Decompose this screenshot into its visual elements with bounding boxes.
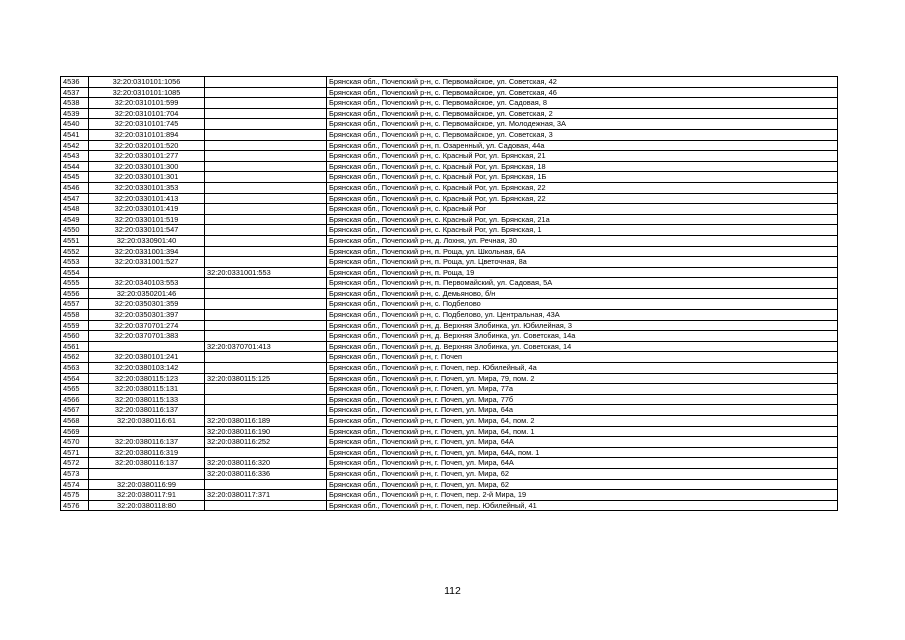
table-row: [61, 416, 838, 427]
address-cell: Брянская обл., Почепский р-н, с. Демьяново, б/н: [327, 288, 838, 299]
cadastral-number-cell: 32:20:0350301:359: [89, 299, 205, 310]
address-cell: Брянская обл., Почепский р-н, д. Верхняя Злобинка, ул. Юбилейная, 3: [327, 320, 838, 331]
table-row: [61, 341, 838, 352]
address-cell: Брянская обл., Почепский р-н, п. Роща, 19: [327, 267, 838, 278]
table-row: [61, 98, 838, 109]
row-number-cell: 4566: [61, 394, 89, 405]
cadastral-number-cell: 32:20:0330101:413: [89, 193, 205, 204]
cadastral-number-cell: 32:20:0320101:520: [89, 140, 205, 151]
cadastral-number-cell: 32:20:0330101:547: [89, 225, 205, 236]
row-number-cell: 4574: [61, 479, 89, 490]
address-cell: Брянская обл., Почепский р-н, г. Почеп, пер. 2-й Мира, 19: [327, 490, 838, 501]
table-row: [61, 246, 838, 257]
row-number-cell: 4536: [61, 77, 89, 88]
table-row: [61, 129, 838, 140]
table-row: [61, 426, 838, 437]
address-cell: Брянская обл., Почепский р-н, с. Подбелово, ул. Центральная, 43А: [327, 310, 838, 321]
row-number-cell: 4546: [61, 182, 89, 193]
cadastral-number-cell: 32:20:0350201:46: [89, 288, 205, 299]
address-cell: Брянская обл., Почепский р-н, с. Красный Рог, ул. Брянская, 1: [327, 225, 838, 236]
linked-cadastral-number-cell: 32:20:0380115:125: [205, 373, 327, 384]
table-row: [61, 405, 838, 416]
row-number-cell: 4575: [61, 490, 89, 501]
cadastral-number-cell: 32:20:0380116:99: [89, 479, 205, 490]
cadastral-number-cell: 32:20:0380116:137: [89, 458, 205, 469]
linked-cadastral-number-cell: [205, 172, 327, 183]
cadastral-number-cell: 32:20:0310101:704: [89, 108, 205, 119]
cadastral-number-cell: 32:20:0330101:519: [89, 214, 205, 225]
address-cell: Брянская обл., Почепский р-н, с. Красный Рог: [327, 204, 838, 215]
cadastral-number-cell: 32:20:0330101:419: [89, 204, 205, 215]
linked-cadastral-number-cell: 32:20:0380116:189: [205, 416, 327, 427]
row-number-cell: 4557: [61, 299, 89, 310]
address-cell: Брянская обл., Почепский р-н, г. Почеп, ул. Мира, 77б: [327, 394, 838, 405]
cadastral-number-cell: 32:20:0330101:353: [89, 182, 205, 193]
address-cell: Брянская обл., Почепский р-н, с. Первомайское, ул. Садовая, 8: [327, 98, 838, 109]
table-row: [61, 394, 838, 405]
cadastral-number-cell: 32:20:0380116:61: [89, 416, 205, 427]
address-cell: Брянская обл., Почепский р-н, г. Почеп, ул. Мира, 64, пом. 2: [327, 416, 838, 427]
table-row: [61, 182, 838, 193]
cadastral-number-cell: 32:20:0380117:91: [89, 490, 205, 501]
linked-cadastral-number-cell: [205, 394, 327, 405]
table-row: [61, 373, 838, 384]
linked-cadastral-number-cell: [205, 257, 327, 268]
row-number-cell: 4551: [61, 235, 89, 246]
address-cell: Брянская обл., Почепский р-н, с. Красный Рог, ул. Брянская, 21а: [327, 214, 838, 225]
linked-cadastral-number-cell: [205, 140, 327, 151]
table-row: [61, 500, 838, 511]
table-row: [61, 479, 838, 490]
row-number-cell: 4552: [61, 246, 89, 257]
table-row: [61, 278, 838, 289]
row-number-cell: 4576: [61, 500, 89, 511]
address-cell: Брянская обл., Почепский р-н, г. Почеп: [327, 352, 838, 363]
linked-cadastral-number-cell: [205, 225, 327, 236]
row-number-cell: 4539: [61, 108, 89, 119]
cadastral-number-cell: 32:20:0331001:527: [89, 257, 205, 268]
row-number-cell: 4538: [61, 98, 89, 109]
linked-cadastral-number-cell: [205, 479, 327, 490]
table-row: [61, 257, 838, 268]
linked-cadastral-number-cell: [205, 77, 327, 88]
linked-cadastral-number-cell: 32:20:0370701:413: [205, 341, 327, 352]
table-row: [61, 447, 838, 458]
cadastral-number-cell: 32:20:0330101:277: [89, 151, 205, 162]
address-cell: Брянская обл., Почепский р-н, с. Первомайское, ул. Советская, 42: [327, 77, 838, 88]
address-cell: Брянская обл., Почепский р-н, с. Первомайское, ул. Советская, 2: [327, 108, 838, 119]
linked-cadastral-number-cell: 32:20:0380117:371: [205, 490, 327, 501]
row-number-cell: 4544: [61, 161, 89, 172]
linked-cadastral-number-cell: [205, 447, 327, 458]
linked-cadastral-number-cell: [205, 331, 327, 342]
linked-cadastral-number-cell: 32:20:0380116:320: [205, 458, 327, 469]
linked-cadastral-number-cell: [205, 151, 327, 162]
row-number-cell: 4543: [61, 151, 89, 162]
table-row: [61, 437, 838, 448]
table-row: [61, 235, 838, 246]
row-number-cell: 4558: [61, 310, 89, 321]
row-number-cell: 4564: [61, 373, 89, 384]
address-cell: Брянская обл., Почепский р-н, г. Почеп, ул. Мира, 77а: [327, 384, 838, 395]
linked-cadastral-number-cell: [205, 405, 327, 416]
table-row: [61, 363, 838, 374]
row-number-cell: 4565: [61, 384, 89, 395]
address-cell: Брянская обл., Почепский р-н, г. Почеп, пер. Юбилейный, 4а: [327, 363, 838, 374]
row-number-cell: 4562: [61, 352, 89, 363]
row-number-cell: 4555: [61, 278, 89, 289]
table-row: [61, 490, 838, 501]
row-number-cell: 4559: [61, 320, 89, 331]
table-row: [61, 288, 838, 299]
cadastral-number-cell: [89, 267, 205, 278]
address-cell: Брянская обл., Почепский р-н, г. Почеп, ул. Мира, 79, пом. 2: [327, 373, 838, 384]
cadastral-number-cell: 32:20:0330101:300: [89, 161, 205, 172]
address-cell: Брянская обл., Почепский р-н, г. Почеп, ул. Мира, 64, пом. 1: [327, 426, 838, 437]
row-number-cell: 4571: [61, 447, 89, 458]
address-cell: Брянская обл., Почепский р-н, с. Первомайское, ул. Молодежная, 3А: [327, 119, 838, 130]
row-number-cell: 4569: [61, 426, 89, 437]
cadastral-number-cell: 32:20:0330901:40: [89, 235, 205, 246]
address-cell: Брянская обл., Почепский р-н, г. Почеп, ул. Мира, 64А: [327, 437, 838, 448]
address-cell: Брянская обл., Почепский р-н, с. Красный Рог, ул. Брянская, 22: [327, 193, 838, 204]
cadastral-number-cell: [89, 426, 205, 437]
linked-cadastral-number-cell: [205, 193, 327, 204]
table-row: [61, 267, 838, 278]
cadastral-number-cell: 32:20:0380101:241: [89, 352, 205, 363]
row-number-cell: 4550: [61, 225, 89, 236]
address-cell: Брянская обл., Почепский р-н, д. Верхняя Злобинка, ул. Советская, 14: [327, 341, 838, 352]
cadastral-number-cell: 32:20:0380103:142: [89, 363, 205, 374]
table-row: [61, 458, 838, 469]
linked-cadastral-number-cell: 32:20:0380116:190: [205, 426, 327, 437]
cadastral-number-cell: 32:20:0331001:394: [89, 246, 205, 257]
table-row: [61, 310, 838, 321]
table-row: [61, 214, 838, 225]
linked-cadastral-number-cell: [205, 108, 327, 119]
linked-cadastral-number-cell: [205, 204, 327, 215]
table-row: [61, 108, 838, 119]
address-cell: Брянская обл., Почепский р-н, д. Верхняя Злобинка, ул. Советская, 14а: [327, 331, 838, 342]
linked-cadastral-number-cell: [205, 246, 327, 257]
table-row: [61, 384, 838, 395]
table-row: [61, 468, 838, 479]
row-number-cell: 4563: [61, 363, 89, 374]
table-row: [61, 119, 838, 130]
address-cell: Брянская обл., Почепский р-н, г. Почеп, ул. Мира, 64А, пом. 1: [327, 447, 838, 458]
address-cell: Брянская обл., Почепский р-н, п. Роща, ул. Школьная, 6А: [327, 246, 838, 257]
cadastral-number-cell: 32:20:0380118:80: [89, 500, 205, 511]
row-number-cell: 4570: [61, 437, 89, 448]
row-number-cell: 4540: [61, 119, 89, 130]
registry-table: [60, 76, 838, 511]
linked-cadastral-number-cell: 32:20:0331001:553: [205, 267, 327, 278]
row-number-cell: 4567: [61, 405, 89, 416]
cadastral-number-cell: 32:20:0380116:137: [89, 405, 205, 416]
linked-cadastral-number-cell: [205, 500, 327, 511]
row-number-cell: 4560: [61, 331, 89, 342]
cadastral-number-cell: [89, 341, 205, 352]
linked-cadastral-number-cell: 32:20:0380116:336: [205, 468, 327, 479]
address-cell: Брянская обл., Почепский р-н, г. Почеп, ул. Мира, 62: [327, 468, 838, 479]
cadastral-number-cell: 32:20:0310101:745: [89, 119, 205, 130]
row-number-cell: 4545: [61, 172, 89, 183]
row-number-cell: 4561: [61, 341, 89, 352]
address-cell: Брянская обл., Почепский р-н, г. Почеп, пер. Юбилейный, 41: [327, 500, 838, 511]
cadastral-number-cell: 32:20:0310101:894: [89, 129, 205, 140]
table-row: [61, 140, 838, 151]
cadastral-number-cell: 32:20:0310101:599: [89, 98, 205, 109]
row-number-cell: 4548: [61, 204, 89, 215]
linked-cadastral-number-cell: [205, 299, 327, 310]
linked-cadastral-number-cell: [205, 278, 327, 289]
linked-cadastral-number-cell: [205, 363, 327, 374]
cadastral-number-cell: 32:20:0310101:1085: [89, 87, 205, 98]
row-number-cell: 4572: [61, 458, 89, 469]
address-cell: Брянская обл., Почепский р-н, г. Почеп, ул. Мира, 64а: [327, 405, 838, 416]
address-cell: Брянская обл., Почепский р-н, с. Красный Рог, ул. Брянская, 21: [327, 151, 838, 162]
address-cell: Брянская обл., Почепский р-н, г. Почеп, ул. Мира, 64А: [327, 458, 838, 469]
linked-cadastral-number-cell: [205, 161, 327, 172]
table-row: [61, 172, 838, 183]
linked-cadastral-number-cell: [205, 320, 327, 331]
cadastral-number-cell: 32:20:0330101:301: [89, 172, 205, 183]
row-number-cell: 4549: [61, 214, 89, 225]
linked-cadastral-number-cell: [205, 98, 327, 109]
cadastral-number-cell: 32:20:0370701:274: [89, 320, 205, 331]
linked-cadastral-number-cell: [205, 288, 327, 299]
linked-cadastral-number-cell: [205, 310, 327, 321]
registry-table-body: [61, 77, 838, 511]
row-number-cell: 4541: [61, 129, 89, 140]
table-row: [61, 225, 838, 236]
cadastral-number-cell: 32:20:0340103:553: [89, 278, 205, 289]
cadastral-number-cell: 32:20:0380115:133: [89, 394, 205, 405]
address-cell: Брянская обл., Почепский р-н, с. Первомайское, ул. Советская, 46: [327, 87, 838, 98]
address-cell: Брянская обл., Почепский р-н, с. Подбелово: [327, 299, 838, 310]
cadastral-number-cell: 32:20:0380116:319: [89, 447, 205, 458]
linked-cadastral-number-cell: 32:20:0380116:252: [205, 437, 327, 448]
linked-cadastral-number-cell: [205, 129, 327, 140]
row-number-cell: 4537: [61, 87, 89, 98]
address-cell: Брянская обл., Почепский р-н, п. Первомайский, ул. Садовая, 5А: [327, 278, 838, 289]
cadastral-number-cell: 32:20:0380116:137: [89, 437, 205, 448]
page-number: 112: [444, 585, 461, 597]
table-row: [61, 151, 838, 162]
address-cell: Брянская обл., Почепский р-н, г. Почеп, ул. Мира, 62: [327, 479, 838, 490]
row-number-cell: 4553: [61, 257, 89, 268]
address-cell: Брянская обл., Почепский р-н, п. Роща, ул. Цветочная, 8а: [327, 257, 838, 268]
table-row: [61, 204, 838, 215]
table-row: [61, 87, 838, 98]
table-row: [61, 299, 838, 310]
linked-cadastral-number-cell: [205, 352, 327, 363]
address-cell: Брянская обл., Почепский р-н, с. Первомайское, ул. Советская, 3: [327, 129, 838, 140]
address-cell: Брянская обл., Почепский р-н, с. Красный Рог, ул. Брянская, 1Б: [327, 172, 838, 183]
table-row: [61, 193, 838, 204]
address-cell: Брянская обл., Почепский р-н, с. Красный Рог, ул. Брянская, 18: [327, 161, 838, 172]
table-row: [61, 161, 838, 172]
linked-cadastral-number-cell: [205, 214, 327, 225]
cadastral-number-cell: 32:20:0380115:123: [89, 373, 205, 384]
row-number-cell: 4542: [61, 140, 89, 151]
row-number-cell: 4556: [61, 288, 89, 299]
row-number-cell: 4547: [61, 193, 89, 204]
row-number-cell: 4568: [61, 416, 89, 427]
address-cell: Брянская обл., Почепский р-н, с. Красный Рог, ул. Брянская, 22: [327, 182, 838, 193]
linked-cadastral-number-cell: [205, 182, 327, 193]
table-row: [61, 331, 838, 342]
cadastral-number-cell: 32:20:0350301:397: [89, 310, 205, 321]
linked-cadastral-number-cell: [205, 384, 327, 395]
table-row: [61, 77, 838, 88]
cadastral-number-cell: 32:20:0310101:1056: [89, 77, 205, 88]
cadastral-number-cell: 32:20:0370701:383: [89, 331, 205, 342]
table-row: [61, 352, 838, 363]
row-number-cell: 4554: [61, 267, 89, 278]
table-row: [61, 320, 838, 331]
row-number-cell: 4573: [61, 468, 89, 479]
linked-cadastral-number-cell: [205, 119, 327, 130]
linked-cadastral-number-cell: [205, 87, 327, 98]
address-cell: Брянская обл., Почепский р-н, п. Озаренный, ул. Садовая, 44а: [327, 140, 838, 151]
address-cell: Брянская обл., Почепский р-н, д. Лохня, ул. Речная, 30: [327, 235, 838, 246]
linked-cadastral-number-cell: [205, 235, 327, 246]
cadastral-number-cell: [89, 468, 205, 479]
cadastral-number-cell: 32:20:0380115:131: [89, 384, 205, 395]
